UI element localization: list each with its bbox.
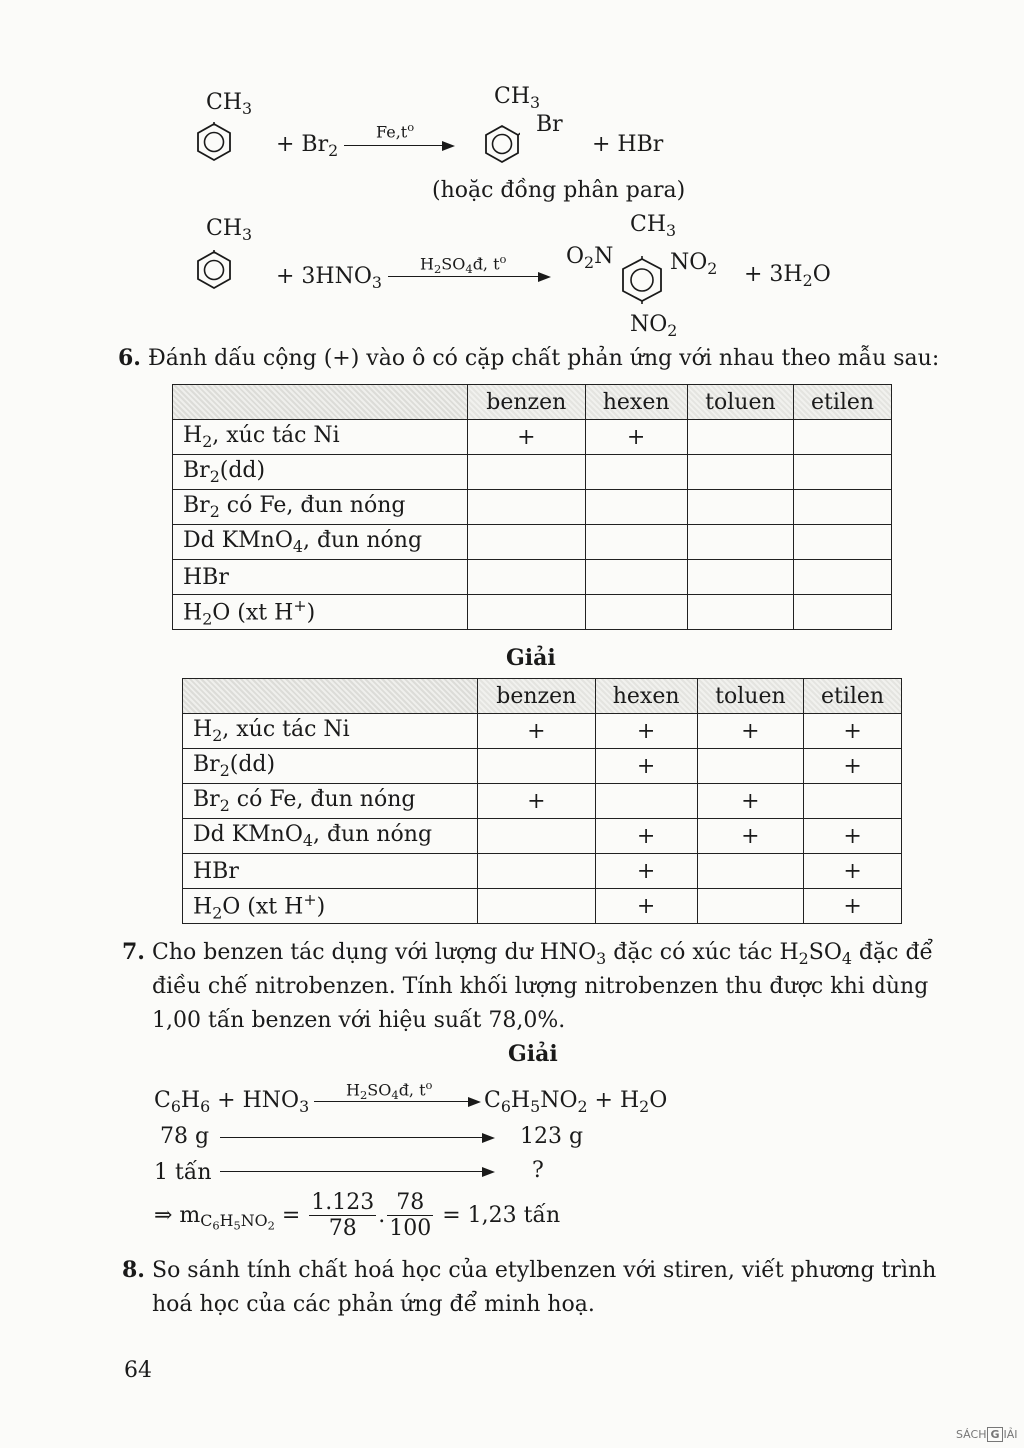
mark-cell	[478, 749, 596, 784]
table-row	[173, 490, 892, 525]
column-header: toluen	[687, 385, 793, 420]
frac-numerator: 78	[387, 1190, 433, 1216]
r2-product-no2-right: $NO_2$	[670, 250, 718, 278]
q7-row2-left: 1 tấn	[154, 1160, 212, 1185]
r1-note: (hoặc đồng phân para)	[432, 178, 686, 203]
row-label: $Br_2(dd)$	[183, 749, 478, 784]
q7-equation-right: $C_6H_5NO_2 + H_2O$	[484, 1088, 668, 1116]
q7-equation-condition: $H_2SO_4đ$, $t^o$	[346, 1078, 433, 1102]
q6-solution-heading: Giải	[506, 645, 556, 671]
row-label: $H_2O$ (xt H+)	[173, 595, 468, 630]
q7-row2-right: ?	[532, 1158, 544, 1183]
table-row	[183, 749, 902, 784]
mark-cell	[478, 819, 596, 854]
q7-row1-arrow-head	[482, 1133, 495, 1143]
mark-cell: +	[804, 714, 902, 749]
q6-question	[118, 346, 939, 371]
column-header: etilen	[804, 679, 902, 714]
q7-solution-heading: Giải	[508, 1041, 558, 1067]
mark-cell	[687, 490, 793, 525]
r2-product-ch3: $CH_3$	[630, 212, 677, 240]
r1-plus-hbr: + HBr	[592, 132, 664, 157]
row-label: $Br_2$ có Fe, đun nóng	[173, 490, 468, 525]
benzene-ring-icon	[484, 124, 520, 164]
r2-reactant-ch3: $CH_3$	[206, 216, 253, 244]
table-row	[173, 455, 892, 490]
q7-result	[154, 1190, 560, 1242]
mark-cell	[697, 749, 803, 784]
table-row	[183, 854, 902, 889]
mark-cell	[468, 490, 586, 525]
mark-cell	[468, 525, 586, 560]
mark-cell: +	[585, 420, 687, 455]
table-row	[183, 714, 902, 749]
column-header: hexen	[585, 385, 687, 420]
page-number: 64	[124, 1358, 152, 1383]
q7-row2-arrow	[220, 1171, 484, 1172]
mark-cell	[794, 455, 892, 490]
mark-cell	[794, 490, 892, 525]
row-label: $H_2$, xúc tác Ni	[183, 714, 478, 749]
q7-line-2: điều chế nitrobenzen. Tính khối lượng nitrobenzen thu được khi dùng	[152, 974, 929, 999]
q7-row1-arrow	[220, 1137, 484, 1138]
r2-arrow-head	[538, 272, 551, 282]
mark-cell: +	[595, 714, 697, 749]
q6-number: 6.	[118, 345, 141, 371]
table-row	[183, 889, 902, 924]
r1-arrow	[344, 145, 444, 146]
logo-right: IẢI	[1003, 1428, 1018, 1441]
row-label: $Br_2$ có Fe, đun nóng	[183, 784, 478, 819]
benzene-ring-icon	[196, 250, 232, 290]
mark-cell: +	[595, 854, 697, 889]
q7-equation-arrow-head	[468, 1097, 481, 1107]
mark-cell	[595, 784, 697, 819]
mark-cell: +	[804, 854, 902, 889]
q6-sample-table	[172, 384, 892, 630]
site-logo	[956, 1428, 1018, 1441]
r2-arrow	[388, 276, 540, 277]
q7-row1-left: 78 g	[160, 1124, 210, 1149]
q6-text: Đánh dấu cộng (+) vào ô có cặp chất phản ứng với nhau theo mẫu sau:	[147, 346, 940, 371]
q7-equals: =	[281, 1203, 301, 1229]
mark-cell	[687, 595, 793, 630]
q7-fraction-1	[309, 1190, 376, 1242]
q7-result-prefix: ⇒ m	[154, 1203, 201, 1229]
table-corner	[173, 385, 468, 420]
mark-cell	[794, 525, 892, 560]
q7-row1-right: 123 g	[520, 1124, 584, 1149]
r1-condition: $Fe,t^o$	[376, 120, 415, 142]
mark-cell: +	[478, 784, 596, 819]
mark-cell	[697, 889, 803, 924]
r2-plus-h2o: + $3H_2O$	[744, 262, 831, 290]
benzene-ring-icon	[620, 256, 664, 304]
q7-result-sub: C6H5NO2	[200, 1210, 275, 1232]
row-label: $H_2$, xúc tác Ni	[173, 420, 468, 455]
mark-cell	[478, 889, 596, 924]
mark-cell	[585, 490, 687, 525]
mark-cell: +	[595, 749, 697, 784]
benzene-ring-icon	[196, 122, 232, 162]
q7-dot: .	[378, 1203, 386, 1229]
r1-arrow-head	[442, 141, 455, 151]
mark-cell	[585, 560, 687, 595]
frac-numerator: 1.123	[311, 1190, 375, 1215]
mark-cell	[585, 455, 687, 490]
row-label: Dd KMnO$_4$, đun nóng	[183, 819, 478, 854]
frac-denominator: 78	[328, 1216, 357, 1242]
q7-line-3: 1,00 tấn benzen với hiệu suất 78,0%.	[152, 1008, 566, 1033]
r2-product-o2n: $O_2N$	[566, 244, 614, 272]
mark-cell	[697, 854, 803, 889]
mark-cell	[585, 595, 687, 630]
mark-cell: +	[697, 784, 803, 819]
mark-cell: +	[697, 819, 803, 854]
column-header: etilen	[794, 385, 892, 420]
q7-result-value: = 1,23 tấn	[442, 1203, 561, 1229]
mark-cell: +	[595, 819, 697, 854]
mark-cell: +	[804, 889, 902, 924]
mark-cell	[687, 525, 793, 560]
r2-condition: $H_2SO_4đ$, $t^o$	[420, 252, 507, 276]
mark-cell	[478, 854, 596, 889]
q8-number: 8.	[122, 1257, 145, 1283]
r1-plus-br2: + $Br_2$	[276, 132, 339, 160]
column-header: hexen	[595, 679, 697, 714]
q6-solution-table	[182, 678, 902, 924]
mark-cell	[687, 455, 793, 490]
r1-reactant-ch3: $CH_3$	[206, 90, 253, 118]
mark-cell	[585, 525, 687, 560]
r1-product-ch3: $CH_3$	[494, 84, 541, 112]
frac-denominator: 100	[389, 1216, 432, 1242]
mark-cell	[468, 560, 586, 595]
mark-cell	[468, 455, 586, 490]
column-header: benzen	[468, 385, 586, 420]
q7-fraction-2	[387, 1190, 433, 1242]
q8-line-1: So sánh tính chất hoá học của etylbenzen với stiren, viết phương trình	[152, 1258, 937, 1283]
mark-cell: +	[468, 420, 586, 455]
table-row	[183, 819, 902, 854]
q7-equation-left: $C_6H_6 + HNO_3$	[154, 1088, 310, 1116]
mark-cell: +	[697, 714, 803, 749]
mark-cell: +	[478, 714, 596, 749]
table-row	[173, 595, 892, 630]
row-label: $H_2O$ (xt H+)	[183, 889, 478, 924]
mark-cell	[468, 595, 586, 630]
table-corner	[183, 679, 478, 714]
row-label: HBr	[173, 560, 468, 595]
r2-plus-hno3: + $3HNO_3$	[276, 264, 382, 292]
row-label: Dd KMnO$_4$, đun nóng	[173, 525, 468, 560]
q7-number: 7.	[122, 939, 145, 965]
mark-cell	[687, 560, 793, 595]
table-row	[173, 420, 892, 455]
column-header: benzen	[478, 679, 596, 714]
mark-cell	[794, 420, 892, 455]
mark-cell: +	[595, 889, 697, 924]
r1-product-br: Br	[536, 112, 563, 137]
q7-row2-arrow-head	[482, 1167, 495, 1177]
q8-line-2: hoá học của các phản ứng để minh hoạ.	[152, 1292, 595, 1317]
row-label: $Br_2(dd)$	[173, 455, 468, 490]
row-label: HBr	[183, 854, 478, 889]
column-header: toluen	[697, 679, 803, 714]
table-row	[173, 560, 892, 595]
r2-product-no2-bottom: $NO_2$	[630, 312, 678, 340]
logo-box: G	[987, 1427, 1002, 1442]
q7-line-1: Cho benzen tác dụng với lượng dư $HNO_3$ đặc có xúc tác $H_2SO_4$ đặc để	[152, 940, 934, 968]
mark-cell	[687, 420, 793, 455]
mark-cell	[804, 784, 902, 819]
q7-equation-arrow	[314, 1101, 470, 1102]
mark-cell	[794, 560, 892, 595]
mark-cell	[794, 595, 892, 630]
mark-cell: +	[804, 819, 902, 854]
logo-left: SÁCH	[956, 1428, 987, 1441]
table-row	[173, 525, 892, 560]
mark-cell: +	[804, 749, 902, 784]
table-row	[183, 784, 902, 819]
